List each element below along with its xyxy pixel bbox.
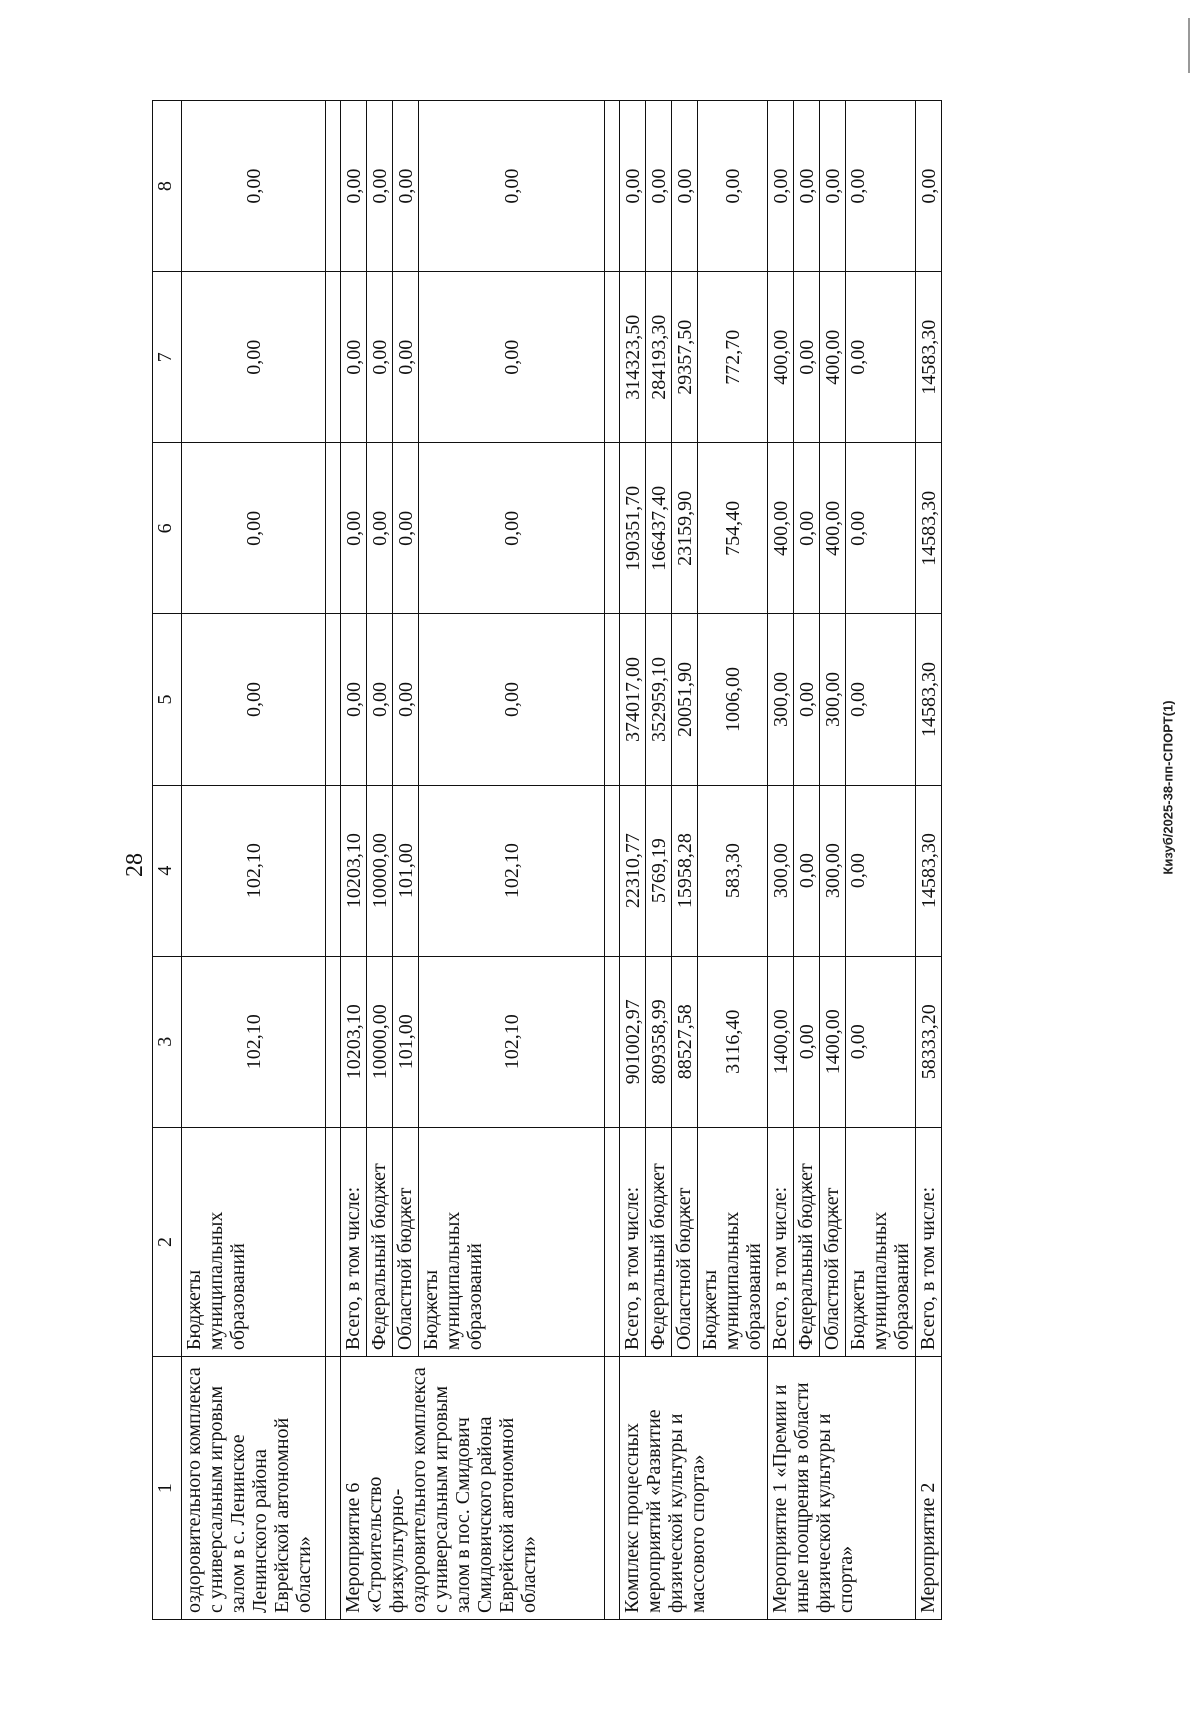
column-header: 2 [153,1127,182,1356]
funding-source-cell: Бюджеты муниципальных образований [846,1127,916,1356]
funding-source-cell: Всего, в том числе: [768,1127,794,1356]
value-cell: 22310,77 [620,785,646,956]
value-cell: 0,00 [182,614,326,785]
value-cell: 400,00 [820,443,846,614]
value-cell: 754,40 [698,443,768,614]
value-cell: 352959,10 [646,614,672,785]
value-cell: 88527,58 [672,956,698,1127]
value-cell: 190351,70 [620,443,646,614]
value-cell: 0,00 [393,614,419,785]
value-cell: 102,10 [419,956,605,1127]
funding-source-cell: Бюджеты муниципальных образований [698,1127,768,1356]
value-cell: 400,00 [768,443,794,614]
value-cell: 10203,10 [341,956,367,1127]
table-row [341,101,367,1620]
value-cell: 101,00 [393,956,419,1127]
value-cell: 901002,97 [620,956,646,1127]
spacer-cell [326,785,341,956]
value-cell: 29357,50 [672,272,698,443]
scan-artifact-line [1188,18,1190,73]
value-cell: 300,00 [820,614,846,785]
value-cell: 14583,30 [916,614,942,785]
value-cell: 0,00 [393,272,419,443]
value-cell: 14583,30 [916,785,942,956]
value-cell: 0,00 [646,101,672,272]
funding-source-cell: Областной бюджет [672,1127,698,1356]
value-cell: 0,00 [620,101,646,272]
spacer-cell [326,443,341,614]
value-cell: 101,00 [393,785,419,956]
table-body [182,101,942,1620]
value-cell: 5769,19 [646,785,672,956]
funding-source-cell: Бюджеты муниципальных образований [419,1127,605,1356]
rotated-page [95,100,1075,1620]
value-cell: 314323,50 [620,272,646,443]
value-cell: 0,00 [846,614,916,785]
value-cell: 15958,28 [672,785,698,956]
funding-source-cell: Федеральный бюджет [646,1127,672,1356]
spacer-cell [326,1127,341,1356]
value-cell: 0,00 [794,614,820,785]
column-header: 4 [153,785,182,956]
value-cell: 0,00 [846,443,916,614]
value-cell: 0,00 [367,101,393,272]
value-cell: 14583,30 [916,443,942,614]
table-row [182,101,326,1620]
value-cell: 14583,30 [916,272,942,443]
value-cell: 0,00 [419,272,605,443]
value-cell: 0,00 [182,101,326,272]
table-row [620,101,646,1620]
value-cell: 400,00 [820,272,846,443]
value-cell: 58333,20 [916,956,942,1127]
value-cell: 300,00 [768,785,794,956]
value-cell: 0,00 [768,101,794,272]
value-cell: 1400,00 [820,956,846,1127]
spacer-cell [605,956,620,1127]
spacer-cell [605,785,620,956]
value-cell: 0,00 [672,101,698,272]
column-header: 5 [153,614,182,785]
spacer-cell [326,614,341,785]
value-cell: 374017,00 [620,614,646,785]
value-cell: 0,00 [846,785,916,956]
spacer-cell [605,614,620,785]
funding-source-cell: Областной бюджет [820,1127,846,1356]
value-cell: 0,00 [393,443,419,614]
spacer-row [326,101,341,1620]
program-name-cell: Мероприятие 2 [916,1357,942,1620]
value-cell: 0,00 [182,272,326,443]
column-header: 8 [153,101,182,272]
value-cell: 0,00 [794,785,820,956]
program-name-cell: Мероприятие 6 «Строительство физкультурно-оздоровительного комплекса с универсальным игровым залом в пос. Смидович Смидовичского района Еврейской автономной области» [341,1357,605,1620]
funding-source-cell: Федеральный бюджет [367,1127,393,1356]
funding-source-cell: Всего, в том числе: [620,1127,646,1356]
value-cell: 0,00 [341,101,367,272]
value-cell: 0,00 [419,614,605,785]
spacer-row [605,101,620,1620]
column-header: 7 [153,272,182,443]
value-cell: 102,10 [182,785,326,956]
value-cell: 3116,40 [698,956,768,1127]
value-cell: 0,00 [367,443,393,614]
spacer-cell [605,101,620,272]
spacer-cell [326,272,341,443]
value-cell: 400,00 [768,272,794,443]
document-code: Кизуб/2025-38-пп-СПОРТ(1) [1160,700,1176,875]
value-cell: 0,00 [419,101,605,272]
funding-source-cell: Всего, в том числе: [341,1127,367,1356]
value-cell: 300,00 [768,614,794,785]
spacer-cell [326,956,341,1127]
value-cell: 0,00 [794,272,820,443]
table-row [768,101,794,1620]
spacer-cell [326,1357,341,1620]
page-number: 28 [122,853,148,877]
value-cell: 809358,99 [646,956,672,1127]
value-cell: 1006,00 [698,614,768,785]
value-cell: 583,30 [698,785,768,956]
funding-source-cell: Областной бюджет [393,1127,419,1356]
program-name-cell: Мероприятие 1 «Премии и иные поощрения в области физической культуры и спорта» [768,1357,916,1620]
column-header: 3 [153,956,182,1127]
value-cell: 772,70 [698,272,768,443]
value-cell: 0,00 [794,956,820,1127]
value-cell: 0,00 [916,101,942,272]
program-name-cell: Комплекс процессных мероприятий «Развитие физической культуры и массового спорта» [620,1357,768,1620]
column-header: 1 [153,1357,182,1620]
value-cell: 0,00 [367,272,393,443]
header-row [153,101,182,1620]
spacer-cell [605,1127,620,1356]
spacer-cell [326,101,341,272]
value-cell: 102,10 [419,785,605,956]
table-row [916,101,942,1620]
value-cell: 0,00 [341,443,367,614]
value-cell: 102,10 [182,956,326,1127]
value-cell: 0,00 [182,443,326,614]
value-cell: 0,00 [846,272,916,443]
value-cell: 0,00 [341,272,367,443]
funding-source-cell: Бюджеты муниципальных образований [182,1127,326,1356]
value-cell: 0,00 [820,101,846,272]
spacer-cell [605,443,620,614]
spacer-cell [605,1357,620,1620]
value-cell: 0,00 [419,443,605,614]
value-cell: 0,00 [846,101,916,272]
value-cell: 1400,00 [768,956,794,1127]
value-cell: 166437,40 [646,443,672,614]
budget-table [152,100,942,1620]
value-cell: 10000,00 [367,785,393,956]
funding-source-cell: Всего, в том числе: [916,1127,942,1356]
value-cell: 20051,90 [672,614,698,785]
value-cell: 23159,90 [672,443,698,614]
funding-source-cell: Федеральный бюджет [794,1127,820,1356]
value-cell: 0,00 [698,101,768,272]
value-cell: 300,00 [820,785,846,956]
value-cell: 0,00 [367,614,393,785]
value-cell: 284193,30 [646,272,672,443]
value-cell: 0,00 [341,614,367,785]
value-cell: 10203,10 [341,785,367,956]
column-header: 6 [153,443,182,614]
value-cell: 0,00 [846,956,916,1127]
value-cell: 0,00 [393,101,419,272]
spacer-cell [605,272,620,443]
value-cell: 10000,00 [367,956,393,1127]
program-name-cell: оздоровительного комплекса с универсальным игровым залом в с. Ленинское Ленинского района Еврейской автономной области» [182,1357,326,1620]
value-cell: 0,00 [794,443,820,614]
value-cell: 0,00 [794,101,820,272]
